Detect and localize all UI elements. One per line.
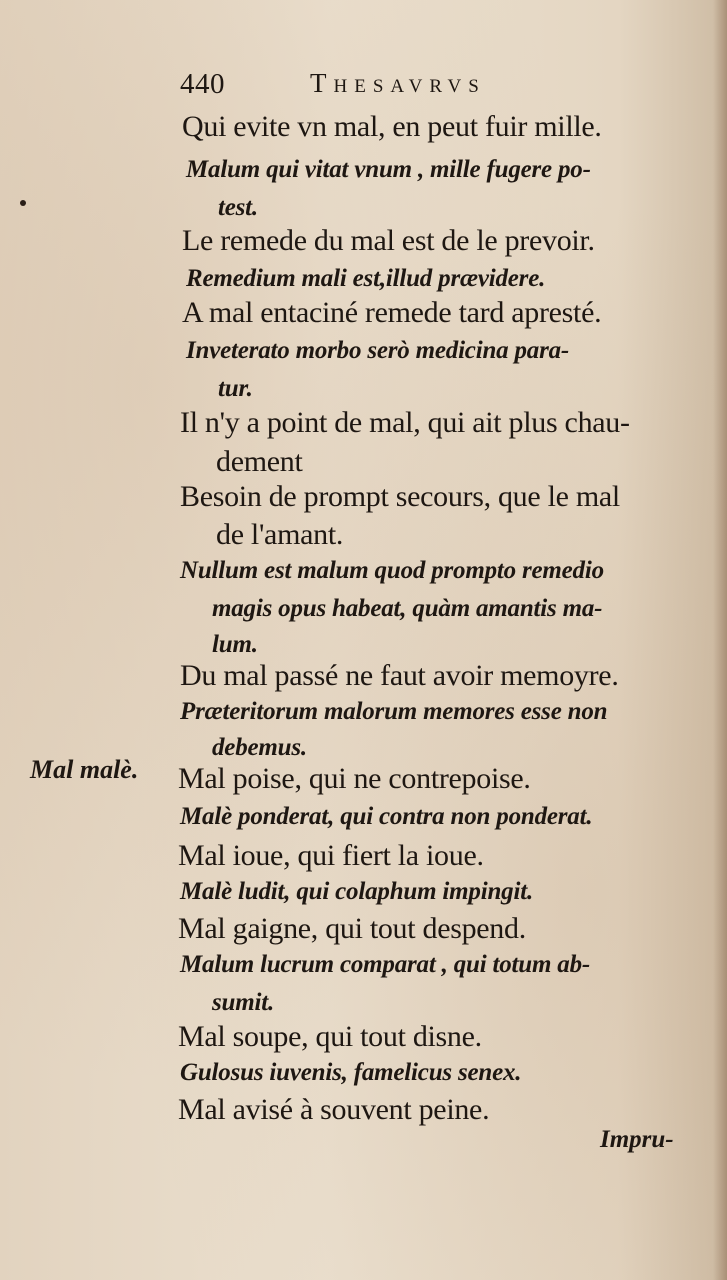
text-line-french: A mal entaciné remede tard apresté. [182, 296, 602, 329]
text-line-french: de l'amant. [216, 518, 344, 551]
text-line-french: Le remede du mal est de le prevoir. [182, 224, 595, 257]
text-line-latin: tur. [218, 375, 253, 402]
text-line-latin: Nullum est malum quod prompto remedio [180, 557, 604, 584]
text-line-french: Mal ioue, qui fiert la ioue. [178, 839, 484, 872]
text-line-french: dement [216, 445, 303, 478]
catchword: Impru- [600, 1126, 674, 1153]
text-line-latin: Malum lucrum comparat , qui totum ab- [180, 951, 591, 978]
text-line-latin: Inveterato morbo serò medicina para- [186, 337, 570, 364]
page-number: 440 [180, 68, 225, 100]
ink-speck [20, 200, 26, 206]
text-line-french: Il n'y a point de mal, qui ait plus chau- [180, 406, 630, 439]
text-line-french: Mal avisé à souvent peine. [178, 1093, 490, 1126]
text-line-latin: sumit. [212, 989, 275, 1016]
text-line-latin: Malum qui vitat vnum , mille fugere po- [186, 156, 591, 183]
text-line-french: Qui evite vn mal, en peut fuir mille. [182, 110, 602, 143]
text-line-french: Mal poise, qui ne contrepoise. [178, 762, 531, 795]
text-line-french: Besoin de prompt secours, que le mal [180, 480, 620, 513]
text-line-french: Mal soupe, qui tout disne. [178, 1020, 482, 1053]
text-line-french: Du mal passé ne faut avoir memoyre. [180, 659, 619, 692]
text-line-latin: Malè ludit, qui colaphum impingit. [180, 878, 533, 905]
running-title: Thesavrvs [310, 68, 486, 98]
text-line-french: Mal gaigne, qui tout despend. [178, 912, 526, 945]
text-line-latin: Præteritorum malorum memores esse non [180, 698, 608, 725]
text-line-latin: lum. [212, 631, 258, 658]
text-line-latin: debemus. [212, 734, 307, 761]
margin-note: Mal malè. [30, 755, 139, 784]
text-line-latin: Remedium mali est,illud prævidere. [186, 265, 546, 292]
text-line-latin: Gulosus iuvenis, famelicus senex. [180, 1059, 522, 1086]
text-line-latin: Malè ponderat, qui contra non ponderat. [180, 803, 593, 830]
text-line-latin: test. [218, 194, 258, 221]
page-edge-shadow [713, 0, 727, 1280]
page-header [180, 68, 620, 108]
text-line-latin: magis opus habeat, quàm amantis ma- [212, 595, 603, 622]
